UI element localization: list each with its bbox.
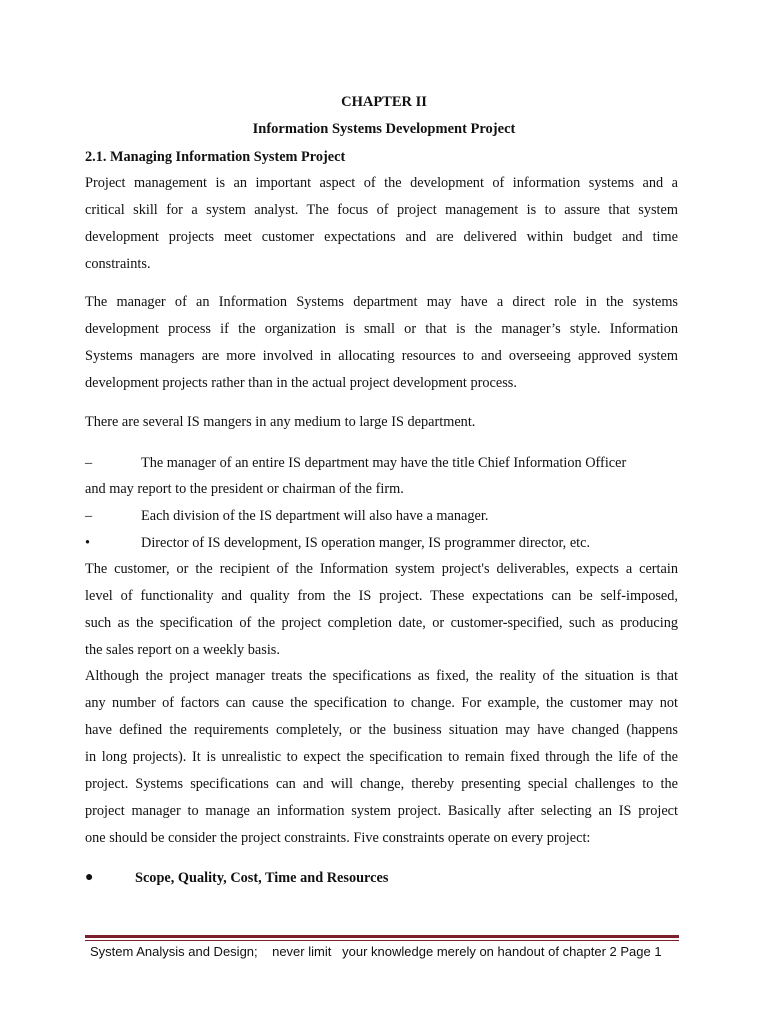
paragraph-4-line-2: level of functionality and quality from the IS project. These expectations can be self-imposed, — [85, 588, 678, 604]
list-item-2: Each division of the IS department will also have a manager. — [141, 508, 489, 524]
paragraph-5-line-7: one should be consider the project constraints. Five constraints operate on every project: — [85, 830, 591, 846]
paragraph-5-line-2: any number of factors can cause the specification to change. For example, the customer may not — [85, 695, 678, 711]
paragraph-1-line-1: Project management is an important aspect of the development of information systems and a — [85, 175, 678, 191]
paragraph-4-line-3: such as the specification of the project completion date, or customer-specified, such as producing — [85, 615, 678, 631]
footer-divider-thin — [85, 940, 679, 941]
footer-divider-thick — [85, 935, 679, 938]
list-dash-1: – — [85, 455, 93, 471]
list-bullet-3: • — [85, 535, 91, 551]
paragraph-2-line-2: development process if the organization is small or that is the manager’s style. Information — [85, 321, 678, 337]
paragraph-2-line-3: Systems managers are more involved in allocating resources to and overseeing approved system — [85, 348, 678, 364]
document-title: Information Systems Development Project — [252, 121, 516, 137]
paragraph-1-line-3: development projects meet customer expectations and are delivered within budget and time — [85, 229, 678, 245]
paragraph-5-line-6: project manager to manage an information system project. Basically after selecting an IS project — [85, 803, 678, 819]
paragraph-2-line-4: development projects rather than in the actual project development process. — [85, 375, 517, 391]
paragraph-5-line-3: have defined the requirements completely, or the business situation may have changed (happens — [85, 722, 678, 738]
paragraph-4-line-4: the sales report on a weekly basis. — [85, 642, 280, 658]
list-item-3: Director of IS development, IS operation manger, IS programmer director, etc. — [141, 535, 591, 551]
page-footer: System Analysis and Design; never limit your knowledge merely on handout of chapter 2 Page 1 — [90, 944, 662, 959]
paragraph-5-line-5: project. Systems specifications can and will change, thereby presenting special challenges to the — [85, 776, 678, 792]
chapter-label: CHAPTER II — [341, 94, 427, 110]
paragraph-1-line-4: constraints. — [85, 256, 151, 272]
list-item-1-line-1: The manager of an entire IS department may have the title Chief Information Officer — [141, 455, 627, 471]
list-dash-2: – — [85, 508, 93, 524]
paragraph-4-line-1: The customer, or the recipient of the Information system project's deliverables, expects a certain — [85, 561, 678, 577]
paragraph-2-line-1: The manager of an Information Systems department may have a direct role in the systems — [85, 294, 678, 310]
paragraph-5-line-4: in long projects). It is unrealistic to expect the specification to remain fixed through the life of the — [85, 749, 678, 765]
paragraph-5-line-1: Although the project manager treats the specifications as fixed, the reality of the situation is that — [85, 668, 678, 684]
constraints-list-item: Scope, Quality, Cost, Time and Resources — [135, 870, 389, 886]
list-item-1-line-2: and may report to the president or chairman of the firm. — [85, 481, 404, 497]
paragraph-1-line-2: critical skill for a system analyst. The focus of project management is to assure that system — [85, 202, 678, 218]
paragraph-3: There are several IS mangers in any medium to large IS department. — [85, 414, 476, 430]
bullet-icon: ● — [85, 870, 94, 885]
section-heading: 2.1. Managing Information System Project — [85, 149, 346, 165]
